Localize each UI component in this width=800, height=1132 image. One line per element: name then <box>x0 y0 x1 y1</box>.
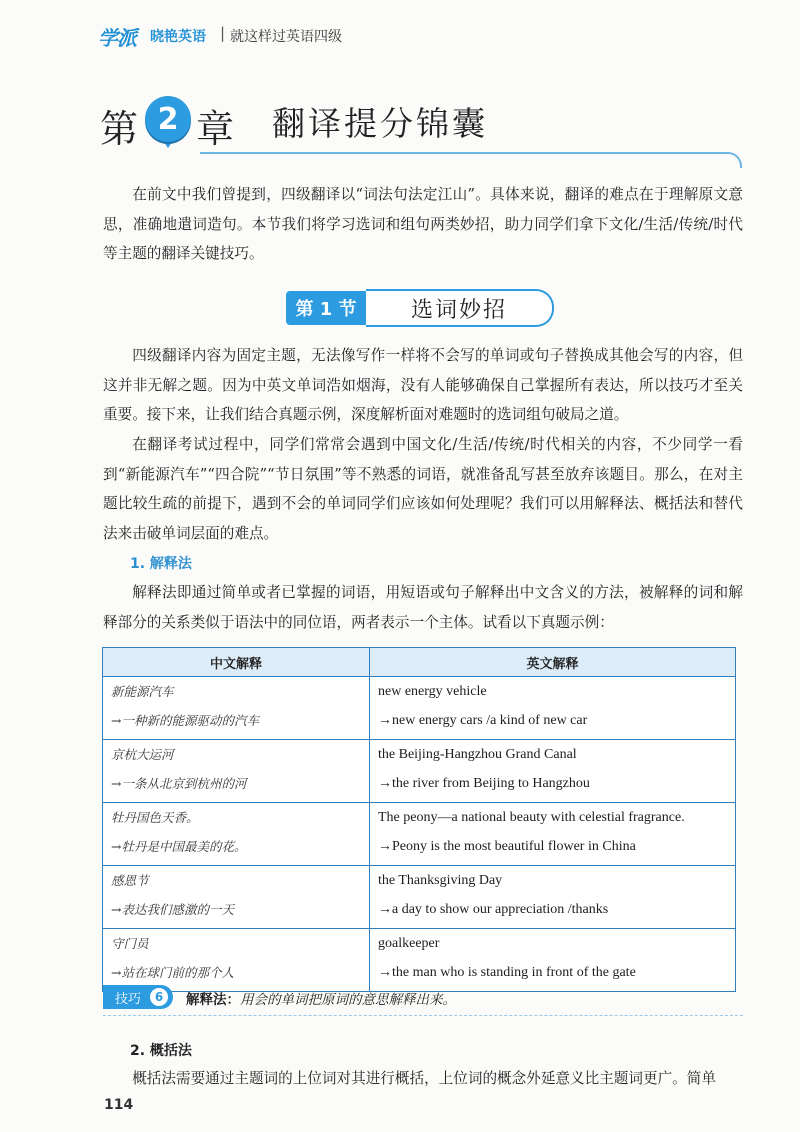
en-explanation: →new energy cars /a kind of new car <box>378 713 588 728</box>
intro-paragraph: 在前文中我们曾提到，四级翻译以“词法句法定江山”。具体来说，翻译的难点在于理解原文意思，准确地遣词造句。本节我们将学习选词和组句两类妙招，助力同学们拿下文化/生活/传统/时代等主题的翻译关键技巧。 <box>103 186 743 262</box>
zh-cell <box>103 866 370 929</box>
chapter-suffix: 章 <box>196 107 235 151</box>
table-header-zh: 中文解释 <box>103 648 370 677</box>
page-number: 114 <box>104 1097 134 1113</box>
en-term: The peony—a national beauty with celestial fragrance. <box>378 810 685 825</box>
translation-table <box>102 647 736 992</box>
en-explanation: →the man who is standing in front of the gate <box>378 965 636 980</box>
zh-term: 京杭大运河 <box>111 747 174 762</box>
zh-term: 感恩节 <box>111 873 149 888</box>
en-explanation: →Peony is the most beautiful flower in China <box>378 839 636 854</box>
zh-cell <box>103 803 370 866</box>
tip-label: 解释法： <box>186 992 240 1008</box>
chapter-title: 翻译提分锦囊 <box>272 104 488 143</box>
publisher-logo: 学派 <box>98 26 136 50</box>
en-term: the Thanksgiving Day <box>378 873 503 888</box>
chapter-underline <box>200 152 742 168</box>
table-row <box>103 866 736 929</box>
chapter-number-badge: 2 <box>145 96 191 142</box>
paragraph-1: 四级翻译内容为固定主题，无法像写作一样将不会写的单词或句子替换成其他会写的内容，但这并非无解之题。因为中英文单词浩如烟海，没有人能够确保自己掌握所有表达，所以技巧才至关重要。接下来，让我们结合真题示例，深度解析面对难题时的选词组句破局之道。 <box>103 347 743 423</box>
en-term: the Beijing-Hangzhou Grand Canal <box>378 747 577 762</box>
en-term: goalkeeper <box>378 936 440 951</box>
method1-heading: 1. 解释法 <box>130 556 192 572</box>
en-cell <box>370 929 736 992</box>
tip-divider <box>103 1015 743 1016</box>
zh-explanation: →表达我们感激的一天 <box>111 902 234 917</box>
table-header-en: 英文解释 <box>370 648 736 677</box>
chapter-prefix: 第 <box>100 107 139 151</box>
en-cell <box>370 803 736 866</box>
zh-explanation: →一条从北京到杭州的河 <box>111 776 247 791</box>
en-term: new energy vehicle <box>378 684 487 699</box>
tip-text: 用会的单词把原词的意思解释出来。 <box>240 992 456 1008</box>
brand-name: 晓艳英语 <box>150 29 206 45</box>
section-label: 第 1 节 <box>286 291 366 325</box>
en-cell <box>370 677 736 740</box>
en-cell <box>370 866 736 929</box>
tip-number: 6 <box>150 988 168 1006</box>
en-cell <box>370 740 736 803</box>
table-row <box>103 929 736 992</box>
table-row <box>103 803 736 866</box>
zh-cell <box>103 677 370 740</box>
en-explanation: →a day to show our appreciation /thanks <box>378 902 609 917</box>
zh-term: 新能源汽车 <box>111 684 174 699</box>
zh-explanation: →站在球门前的那个人 <box>111 965 234 980</box>
tip-content <box>186 988 456 1008</box>
header-separator: | <box>220 24 226 42</box>
en-explanation: →the river from Beijing to Hangzhou <box>378 776 590 791</box>
table-row <box>103 740 736 803</box>
method1-text: 解释法即通过简单或者已掌握的词语，用短语或句子解释出中文含义的方法，被解释的词和解释部分的关系类似于语法中的同位语，两者表示一个主体。试看以下真题示例： <box>103 584 743 631</box>
table-row <box>103 677 736 740</box>
zh-explanation: →一种新的能源驱动的汽车 <box>111 713 259 728</box>
method2-text: 概括法需要通过主题词的上位词对其进行概括，上位词的概念外延意义比主题词更广。简单 <box>132 1070 716 1087</box>
zh-cell <box>103 929 370 992</box>
tip-tag: 技巧 <box>103 985 173 1009</box>
section-title: 选词妙招 <box>366 289 554 327</box>
zh-explanation: →牡丹是中国最美的花。 <box>111 839 247 854</box>
zh-term: 牡丹国色天香。 <box>111 810 199 825</box>
zh-cell <box>103 740 370 803</box>
method2-heading: 2. 概括法 <box>130 1043 192 1059</box>
paragraph-2: 在翻译考试过程中，同学们常常会遇到中国文化/生活/传统/时代相关的内容，不少同学一看到“新能源汽车”“四合院”“节日氛围”等不熟悉的词语，就准备乱写甚至放弃该题目。那么，在对主题比较生疏的前提下，遇到不会的单词同学们应该如何处理呢？我们可以用解释法、概括法和替代法来击破单词层面的难点。 <box>103 436 743 542</box>
zh-term: 守门员 <box>111 936 149 951</box>
series-title: 就这样过英语四级 <box>230 29 342 45</box>
